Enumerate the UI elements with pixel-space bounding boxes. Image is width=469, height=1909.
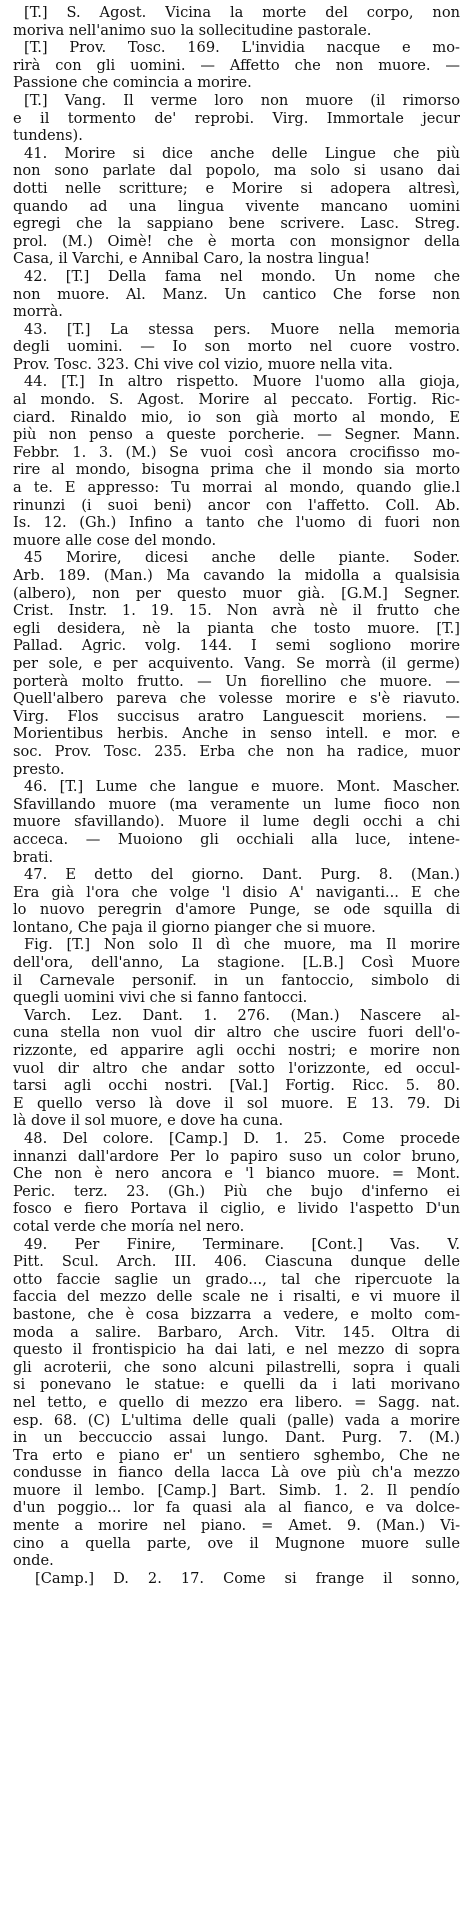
text-line: al mondo. S. Agost. Morire al peccato. Fortig. Ric- bbox=[13, 391, 460, 409]
text-line: per sole, e per acquivento. Vang. Se morrà (il germe) bbox=[13, 654, 460, 672]
text-line: 48. Del colore. [Camp.] D. 1. 25. Come procede bbox=[24, 1130, 460, 1147]
text-line: più non penso a queste porcherie. — Segner. Mann. bbox=[13, 426, 460, 444]
text-line: quegli uomini vivi che si fanno fantocci. bbox=[13, 989, 308, 1007]
text-line: a te. E appresso: Tu morrai al mondo, quando glie.l bbox=[13, 479, 460, 497]
text-line: [T.] Vang. Il verme loro non muore (il rimorso bbox=[24, 91, 460, 109]
text-line: rirà con gli uomini. — Affetto che non muore. — bbox=[13, 56, 460, 74]
text-line: cuna stella non vuol dir altro che uscire fuori dell'o- bbox=[13, 1024, 460, 1042]
text-line: 47. E detto del giorno. Dant. Purg. 8. (Man.) bbox=[24, 866, 460, 884]
text-line: quando ad una lingua vivente mancano uomini bbox=[13, 197, 460, 215]
text-line: Passione che comincia a morire. bbox=[13, 74, 252, 92]
text-line: là dove il sol muore, e dove ha cuna. bbox=[13, 1112, 284, 1130]
text-line: lo nuovo peregrin d'amore Punge, se ode squilla di bbox=[13, 901, 460, 919]
text-line: rinunzi (i suoi beni) ancor con l'affetto. Coll. Ab. bbox=[13, 496, 460, 514]
text-line: il Carnevale personif. in un fantoccio, simbolo di bbox=[13, 971, 460, 989]
text-line: degli uomini. — Io son morto nel cuore vostro. bbox=[13, 338, 460, 356]
text-line: E quello verso là dove il sol muore. E 13. 79. Di bbox=[13, 1094, 460, 1112]
text-line: egli desidera, nè la pianta che tosto muore. [T.] bbox=[13, 619, 460, 637]
text-line: ciard. Rinaldo mio, io son già morto al mondo, E bbox=[13, 408, 460, 426]
text-line: faccia del mezzo delle scale ne i risalti, e vi muore il bbox=[13, 1288, 460, 1306]
text-line: innanzi dall'ardore Per lo papiro suso un color bruno, bbox=[13, 1147, 460, 1165]
text-line: 43. [T.] La stessa pers. Muore nella memoria bbox=[24, 320, 460, 338]
text-line: Morientibus herbis. Anche in senso intell. e mor. e bbox=[13, 725, 460, 743]
text-line: muore sfavillando). Muore il lume degli occhi a chi bbox=[13, 813, 460, 831]
text-line: Varch. Lez. Dant. 1. 276. (Man.) Nascere al- bbox=[24, 1006, 460, 1024]
text-line: Era già l'ora che volge 'l disio A' naviganti... E che bbox=[13, 883, 460, 901]
text-line: [T.] S. Agost. Vicina la morte del corpo, non bbox=[24, 4, 460, 21]
text-line: porterà molto frutto. — Un fiorellino che muore. — bbox=[13, 672, 460, 690]
text-line: Pallad. Agric. volg. 144. I semi sogliono morire bbox=[13, 637, 460, 655]
text-line: Quell'albero pareva che volesse morire e s'è riavuto. bbox=[13, 690, 460, 708]
text-line: Tra erto e piano er' un sentiero sghembo, Che ne bbox=[13, 1446, 460, 1464]
text-line: 44. [T.] In altro rispetto. Muore l'uomo alla gioja, bbox=[24, 373, 460, 391]
text-line: lontano, Che paja il giorno pianger che si muore. bbox=[13, 918, 376, 936]
text-line: dell'ora, dell'anno, La stagione. [L.B.] Così Muore bbox=[13, 954, 460, 972]
text-line: nel tetto, e quello di mezzo era libero. = Sagg. nat. bbox=[13, 1393, 460, 1411]
text-line: d'un poggio... lor fa quasi ala al fianco, e va dolce- bbox=[13, 1499, 460, 1517]
text-line: morrà. bbox=[13, 303, 63, 321]
text-line: [Camp.] D. 2. 17. Come si frange il sonno, bbox=[35, 1569, 460, 1587]
text-line: 45 Morire, dicesi anche delle piante. Soder. bbox=[24, 549, 460, 567]
text-line: 49. Per Finire, Terminare. [Cont.] Vas. V. bbox=[24, 1235, 460, 1253]
text-line: Che non è nero ancora e 'l bianco muore. = Mont. bbox=[13, 1165, 460, 1183]
text-line: tarsi agli occhi nostri. [Val.] Fortig. Ricc. 5. 80. bbox=[13, 1077, 460, 1095]
text-line: tundens). bbox=[13, 127, 83, 145]
text-line: non muore. Al. Manz. Un cantico Che forse non bbox=[13, 285, 460, 303]
text-line: condusse in fianco della lacca Là ove più ch'a mezzo bbox=[13, 1464, 460, 1482]
text-line: e il tormento de' reprobi. Virg. Immortale jecur bbox=[13, 109, 460, 127]
text-line: bastone, che è cosa bizzarra a vedere, e molto com- bbox=[13, 1305, 460, 1323]
text-line: Is. 12. (Gh.) Infino a tanto che l'uomo di fuori non bbox=[13, 514, 460, 532]
text-line: soc. Prov. Tosc. 235. Erba che non ha radice, muor bbox=[13, 742, 460, 760]
text-line: onde. bbox=[13, 1552, 54, 1570]
text-line: presto. bbox=[13, 760, 65, 778]
text-line: vuol dir altro che andar sotto l'orizzonte, ed occul- bbox=[13, 1059, 460, 1077]
text-line: cino a quella parte, ove il Mugnone muore sulle bbox=[13, 1534, 460, 1552]
text-line: questo il frontispicio ha dai lati, e nel mezzo di sopra bbox=[13, 1341, 460, 1359]
text-line: Crist. Instr. 1. 19. 15. Non avrà nè il frutto che bbox=[13, 602, 460, 620]
text-line: Prov. Tosc. 323. Chi vive col vizio, muore nella vita. bbox=[13, 355, 393, 373]
text-line: 42. [T.] Della fama nel mondo. Un nome che bbox=[24, 267, 460, 285]
text-line: rizzonte, ed apparire agli occhi nostri; e morire non bbox=[13, 1042, 460, 1060]
text-line: Sfavillando muore (ma veramente un lume fioco non bbox=[13, 795, 460, 813]
text-line: 41. Morire si dice anche delle Lingue che più bbox=[24, 144, 460, 162]
text-line: 46. [T.] Lume che langue e muore. Mont. Mascher. bbox=[24, 778, 460, 796]
text-line: gli acroterii, che sono alcuni pilastrelli, sopra i quali bbox=[13, 1358, 460, 1376]
text-line: fosco e fiero Portava il ciglio, e livido l'aspetto D'un bbox=[13, 1200, 460, 1218]
text-line: muore il lembo. [Camp.] Bart. Simb. 1. 2. Il pendío bbox=[13, 1481, 460, 1499]
text-line: otto faccie saglie un grado..., tal che ripercuote la bbox=[13, 1270, 460, 1288]
text-line: prol. (M.) Oimè! che è morta con monsignor della bbox=[13, 232, 460, 250]
text-line: Febbr. 1. 3. (M.) Se vuoi così ancora crocifisso mo- bbox=[13, 443, 460, 461]
text-line: esp. 68. (C) L'ultima delle quali (palle) vada a morire bbox=[13, 1411, 460, 1429]
text-line: [T.] Prov. Tosc. 169. L'invidia nacque e mo- bbox=[24, 39, 460, 57]
text-line: Casa, il Varchi, e Annibal Caro, la nostra lingua! bbox=[13, 250, 371, 268]
text-line: moriva nell'animo suo la sollecitudine pastorale. bbox=[13, 21, 372, 39]
text-line: Fig. [T.] Non solo Il dì che muore, ma Il morire bbox=[24, 936, 460, 954]
text-line: non sono parlate dal popolo, ma solo si usano dai bbox=[13, 162, 460, 180]
text-line: Virg. Flos succisus aratro Languescit moriens. — bbox=[13, 707, 460, 725]
text-line: (albero), non per questo muor già. [G.M.] Segner. bbox=[13, 584, 460, 602]
text-line: Arb. 189. (Man.) Ma cavando la midolla a qualsisia bbox=[13, 567, 460, 584]
text-line: moda a salire. Barbaro, Arch. Vitr. 145. Oltra di bbox=[13, 1323, 460, 1341]
text-line: egregi che la sappiano bene scrivere. Lasc. Streg. bbox=[13, 215, 460, 233]
text-line: acceca. — Muoiono gli occhiali alla luce, intene- bbox=[13, 830, 460, 848]
text-line: cotal verde che moría nel nero. bbox=[13, 1217, 245, 1235]
text-line: rire al mondo, bisogna prima che il mondo sia morto bbox=[13, 461, 460, 479]
text-line: Peric. terz. 23. (Gh.) Più che bujo d'inferno ei bbox=[13, 1182, 460, 1200]
text-line: Pitt. Scul. Arch. III. 406. Ciascuna dunque delle bbox=[13, 1253, 460, 1271]
text-line: mente a morire nel piano. = Amet. 9. (Man.) Vi- bbox=[13, 1517, 460, 1535]
text-line: in un beccuccio assai lungo. Dant. Purg. 7. (M.) bbox=[13, 1429, 460, 1447]
text-line: brati. bbox=[13, 848, 54, 866]
text-line: dotti nelle scritture; e Morire si adopera altresì, bbox=[13, 179, 460, 197]
text-line: si ponevano le statue: e quelli da i lati morivano bbox=[13, 1376, 460, 1394]
text-line: muore alle cose del mondo. bbox=[13, 531, 217, 549]
